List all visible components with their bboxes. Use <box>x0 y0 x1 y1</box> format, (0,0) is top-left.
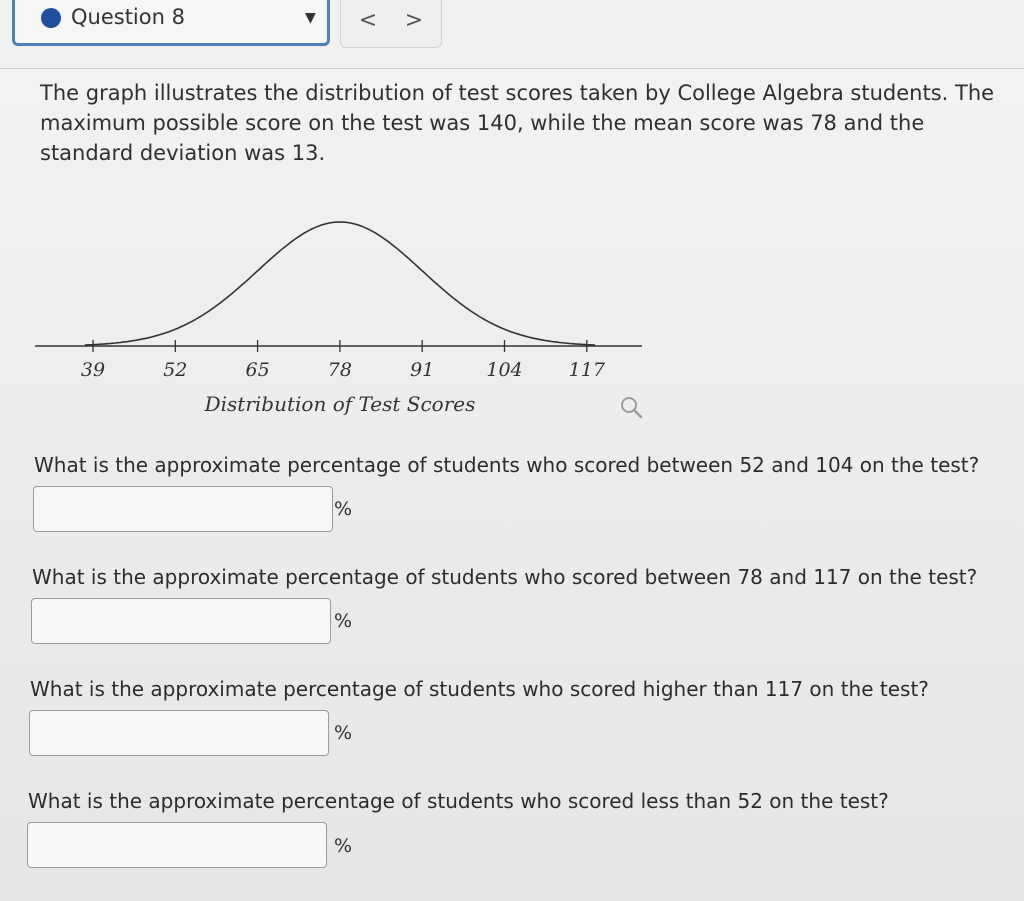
answer-1-input[interactable] <box>33 486 333 532</box>
question-2-text: What is the approximate percentage of students who scored between 78 and 117 on the test? <box>32 565 978 589</box>
answer-2-input[interactable] <box>31 598 331 644</box>
question-3-text: What is the approximate percentage of students who scored higher than 117 on the test? <box>30 677 929 701</box>
answer-4-input[interactable] <box>27 822 327 868</box>
answer-4-unit: % <box>334 835 353 857</box>
x-tick-label-117: 117 <box>568 359 605 381</box>
answer-1-unit: % <box>334 498 353 520</box>
problem-statement: The graph illustrates the distribution of test scores taken by College Algebra students. The maximum possible score on the test was 140, while the mean score was 78 and the standard deviation was 13. <box>40 81 995 165</box>
answer-3-input[interactable] <box>29 710 329 756</box>
x-tick-label-52: 52 <box>163 359 188 381</box>
distribution-chart <box>0 0 1024 440</box>
answer-2-unit: % <box>334 610 353 632</box>
next-question-button[interactable]: > <box>404 8 424 33</box>
x-tick-label-78: 78 <box>327 359 352 381</box>
normal-curve-line <box>85 222 595 345</box>
x-tick-label-65: 65 <box>245 359 270 381</box>
answer-3-unit: % <box>334 722 353 744</box>
x-tick-label-91: 91 <box>410 359 435 381</box>
previous-question-button[interactable]: < <box>358 8 378 33</box>
x-tick-label-39: 39 <box>80 359 106 381</box>
question-4-text: What is the approximate percentage of students who scored less than 52 on the test? <box>28 789 889 813</box>
question-1-text: What is the approximate percentage of students who scored between 52 and 104 on the test? <box>34 453 980 477</box>
x-axis-tick-labels <box>81 359 606 381</box>
magnify-icon[interactable] <box>618 394 644 420</box>
caret-down-icon: ▼ <box>305 10 316 26</box>
x-tick-label-104: 104 <box>486 359 523 381</box>
x-axis-label: Distribution of Test Scores <box>204 392 476 416</box>
question-label: Question 8 <box>71 5 185 29</box>
